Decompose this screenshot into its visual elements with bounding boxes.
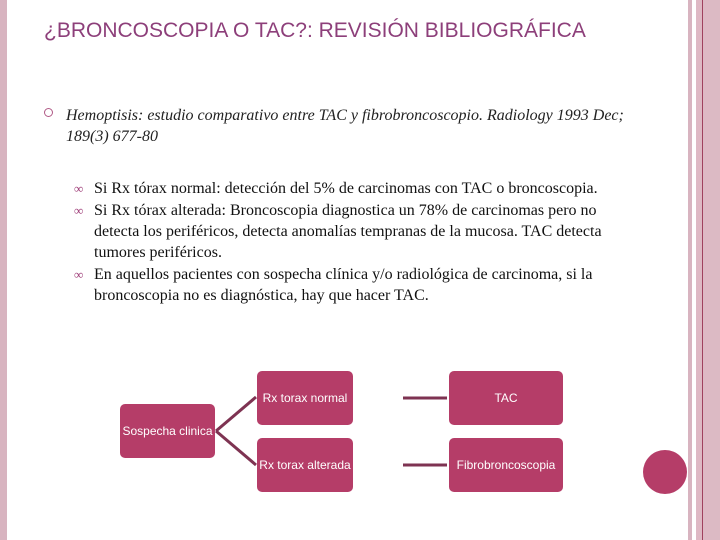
reference-text: Hemoptisis: estudio comparativo entre TAC y fibrobroncoscopio. Radiology 1993 Dec; 189(3) 677-80 bbox=[66, 107, 624, 145]
bullet-text: En aquellos pacientes con sospecha clínica y/o radiológica de carcinoma, si la broncoscopia no es diagnóstica, hay que hacer TAC. bbox=[94, 266, 593, 304]
bullet-icon: ∞ bbox=[74, 181, 84, 196]
node-fibrobroncoscopia: Fibrobroncoscopia bbox=[449, 438, 563, 492]
node-rx-normal: Rx torax normal bbox=[257, 371, 353, 425]
decorative-circle bbox=[643, 450, 687, 494]
bullet-icon: ∞ bbox=[74, 267, 84, 282]
node-rx-alterada: Rx torax alterada bbox=[257, 438, 353, 492]
bullet-text: Si Rx tórax alterada: Broncoscopia diagnostica un 78% de carcinomas pero no detecta los periféricos, detecta anomalías tempranas de la mucosa. TAC detecta tumores periféricos. bbox=[94, 202, 602, 261]
connector bbox=[216, 431, 256, 465]
node-sospecha-clinica: Sospecha clinica bbox=[120, 404, 215, 458]
connector bbox=[216, 397, 256, 431]
bullet-icon: ∞ bbox=[74, 203, 84, 218]
bullet-text: Si Rx tórax normal: detección del 5% de carcinomas con TAC o broncoscopia. bbox=[94, 180, 598, 197]
node-tac: TAC bbox=[449, 371, 563, 425]
slide-title: ¿BRONCOSCOPIA O TAC?: REVISIÓN BIBLIOGRÁFICA bbox=[44, 19, 586, 42]
